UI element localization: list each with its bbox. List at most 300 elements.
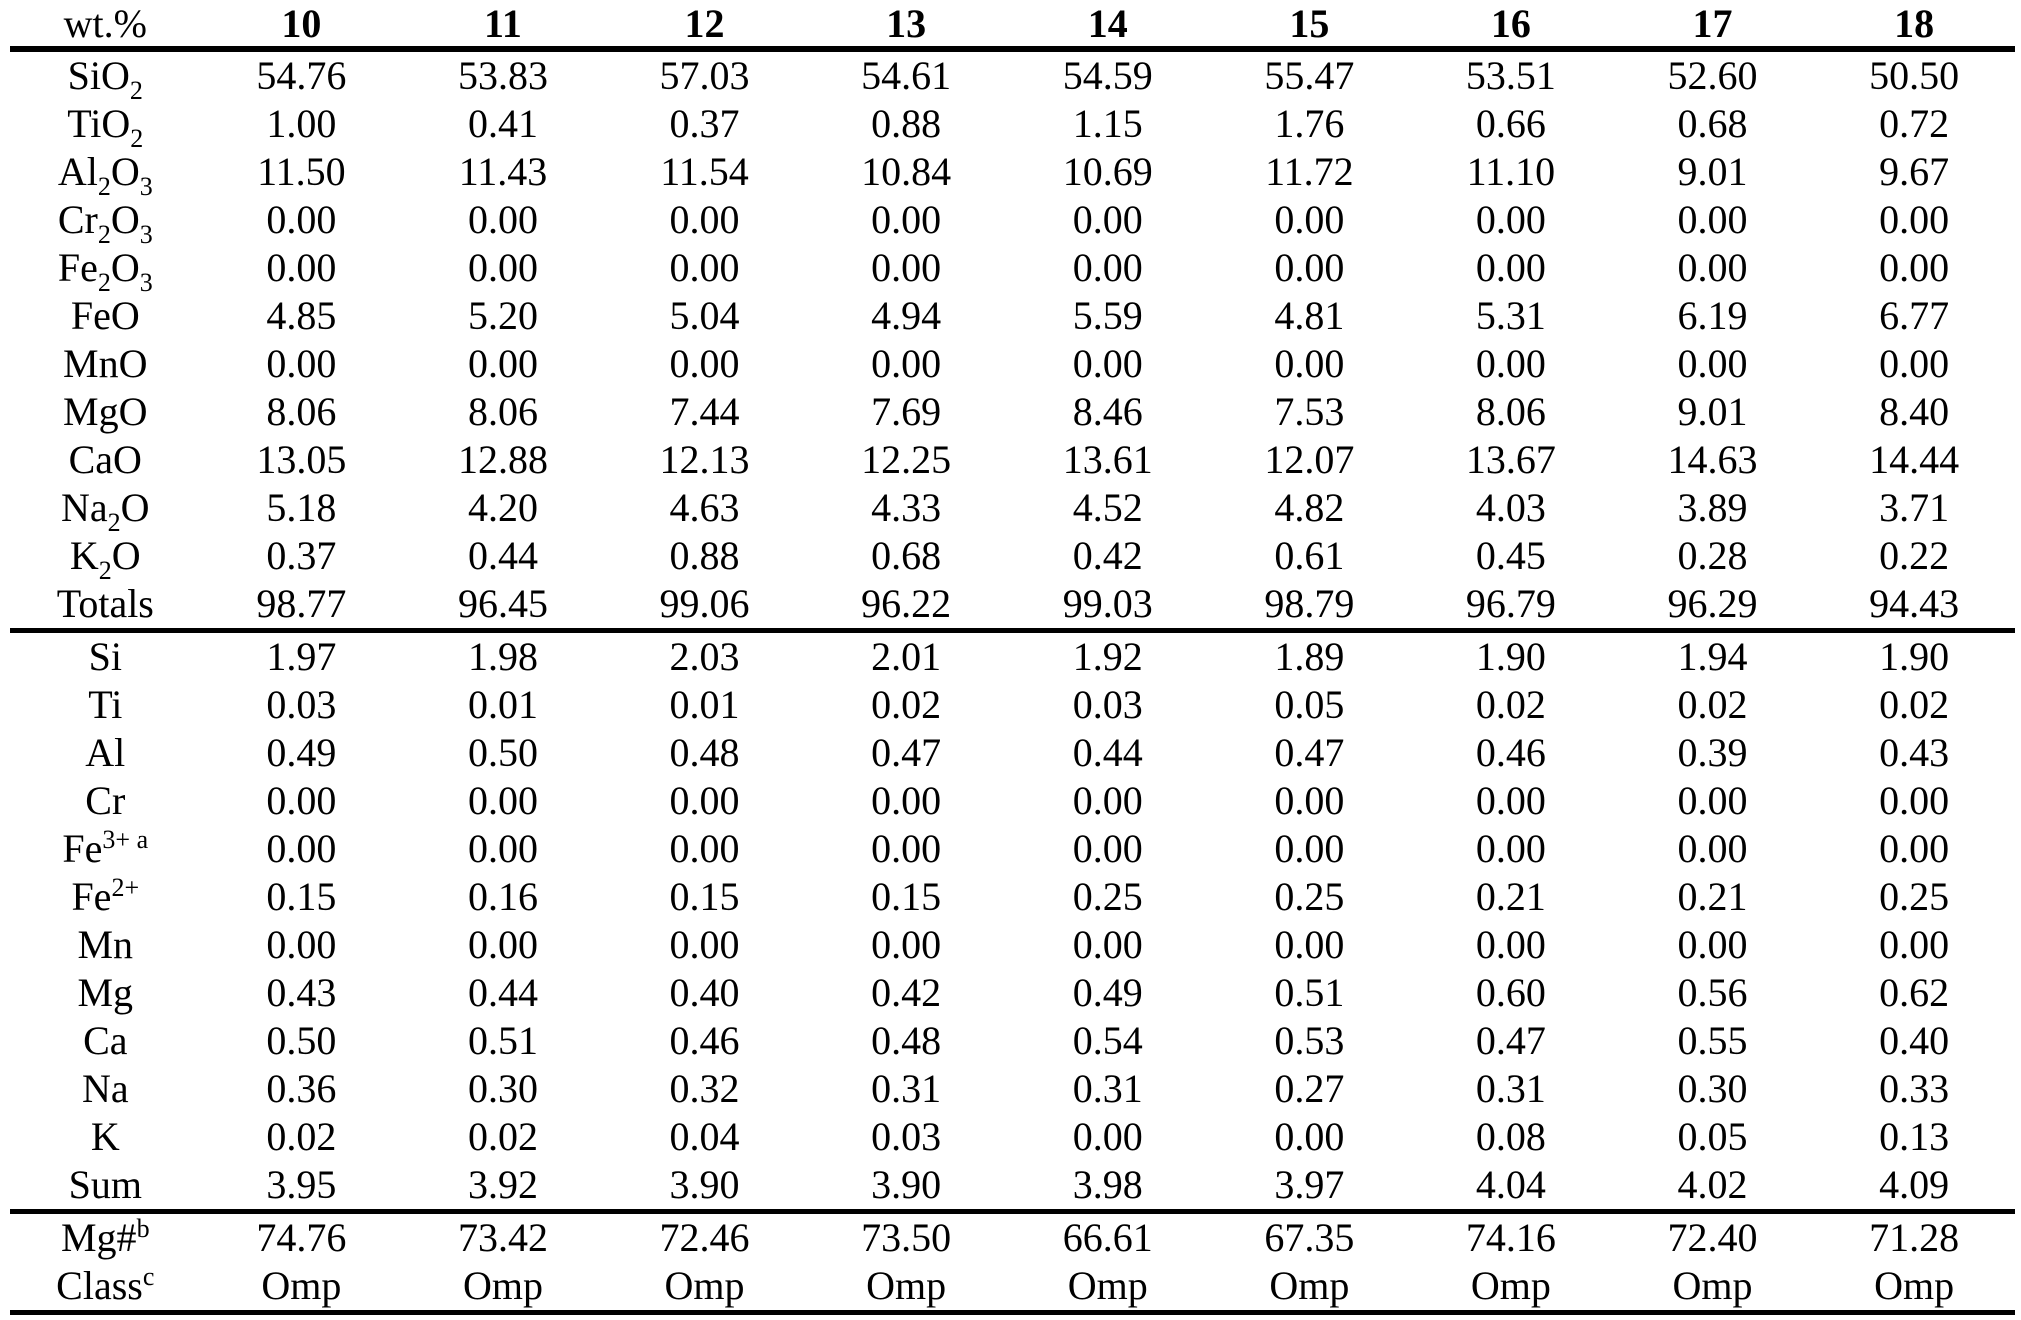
table-cell: 0.00 [669, 341, 740, 386]
row-label-text: TiO [67, 101, 131, 146]
table-cell: 4.33 [871, 485, 942, 530]
table-cell: 11.50 [257, 149, 346, 194]
table-cell: 0.00 [266, 826, 337, 871]
table-cell: 4.52 [1072, 485, 1143, 530]
table-cell: 0.02 [1475, 682, 1546, 727]
table-row [10, 532, 2015, 580]
table-cell: 0.61 [1274, 533, 1345, 578]
table-cell: 0.05 [1677, 1114, 1748, 1159]
table-cell: 11.54 [660, 149, 749, 194]
table-row [10, 484, 2015, 532]
table-cell: 1.92 [1007, 631, 1209, 682]
table-cell: 0.00 [669, 197, 740, 242]
table-cell: 0.00 [669, 826, 740, 871]
table-cell: 0.21 [1475, 874, 1546, 919]
row-label [10, 196, 201, 249]
table-cell: 7.44 [669, 389, 740, 434]
row-label [10, 340, 201, 388]
table-cell: 0.00 [1677, 197, 1748, 242]
table-cell: 0.00 [1274, 826, 1345, 871]
table-row [10, 777, 2015, 825]
row-label-superscript: 3+ a [102, 825, 149, 854]
table-cell: 96.29 [1667, 581, 1758, 626]
table-cell: Omp [1612, 1262, 1814, 1313]
row-label [10, 100, 201, 153]
table-cell: 0.00 [467, 341, 538, 386]
table-cell: Omp [1209, 1262, 1411, 1313]
table-cell: 6.19 [1677, 293, 1748, 338]
table-cell: 0.46 [1475, 730, 1546, 775]
column-header: 16 [1490, 1, 1531, 46]
table-cell: 8.46 [1072, 389, 1143, 434]
row-label-subscript: 2 [98, 556, 112, 585]
table-row [10, 292, 2015, 340]
table-cell: 0.16 [467, 874, 538, 919]
table-cell: 0.60 [1475, 970, 1546, 1015]
row-label-text-suffix: O [110, 197, 140, 242]
table-cell: 3.98 [1072, 1162, 1143, 1207]
table-cell: 0.42 [871, 970, 942, 1015]
row-label [10, 436, 201, 484]
table-cell: 0.88 [669, 533, 740, 578]
table-cell: 0.62 [1879, 970, 1950, 1015]
table-cell: 0.00 [871, 245, 942, 290]
row-label-text: MnO [63, 341, 148, 386]
table-cell: 0.49 [266, 730, 337, 775]
table-row [10, 580, 2015, 631]
table-cell: 0.03 [266, 682, 337, 727]
table-cell: 0.36 [266, 1066, 337, 1111]
table-cell: Omp [805, 1262, 1007, 1313]
row-label-text: FeO [70, 293, 140, 338]
table-cell: 1.90 [1410, 631, 1612, 682]
table-cell: 5.59 [1072, 293, 1143, 338]
row-label-subscript: 2 [97, 220, 111, 249]
table-cell: 0.00 [1677, 778, 1748, 823]
row-label [10, 631, 201, 682]
table-cell: 9.67 [1879, 149, 1950, 194]
oxide-section [10, 49, 2015, 631]
table-cell: 74.76 [201, 1212, 403, 1263]
table-cell: 0.00 [1677, 826, 1748, 871]
row-label-text: Fe [71, 874, 112, 919]
table-cell: 54.61 [805, 49, 1007, 100]
row-label [10, 580, 201, 631]
row-label-text: Si [88, 634, 122, 679]
table-cell: Omp [201, 1262, 403, 1313]
table-cell: 1.76 [1274, 101, 1345, 146]
table-cell: 0.08 [1475, 1114, 1546, 1159]
table-row [10, 244, 2015, 292]
table-cell: 0.27 [1274, 1066, 1345, 1111]
table-cell: 0.00 [1072, 826, 1143, 871]
table-cell: 3.92 [467, 1162, 538, 1207]
row-label [10, 1065, 201, 1113]
table-cell: 0.00 [1677, 341, 1748, 386]
row-label-subscript: 2 [97, 172, 111, 201]
table-cell: 0.72 [1879, 101, 1950, 146]
row-label-text: Al [85, 730, 126, 775]
table-cell: 14.44 [1869, 437, 1960, 482]
table-cell: Omp [402, 1262, 604, 1313]
table-cell: 0.03 [871, 1114, 942, 1159]
table-cell: 74.16 [1410, 1212, 1612, 1263]
table-cell: 0.00 [1475, 245, 1546, 290]
table-cell: 99.06 [659, 581, 750, 626]
table-cell: 4.85 [266, 293, 337, 338]
row-label [10, 729, 201, 777]
table-cell: 8.06 [467, 389, 538, 434]
table-row [10, 825, 2015, 873]
row-label [10, 484, 201, 537]
table-cell: 2.03 [604, 631, 806, 682]
table-cell: 1.98 [402, 631, 604, 682]
table-cell: 98.79 [1264, 581, 1355, 626]
column-header: 15 [1289, 1, 1330, 46]
row-label-text: Al [57, 149, 98, 194]
table-cell: 0.39 [1677, 730, 1748, 775]
table-cell: 4.94 [871, 293, 942, 338]
row-label-subscript: 2 [97, 268, 111, 297]
table-cell: 8.06 [266, 389, 337, 434]
table-cell: 0.25 [1274, 874, 1345, 919]
table-cell: 67.35 [1209, 1212, 1411, 1263]
table-cell: 96.22 [861, 581, 952, 626]
table-cell: 0.28 [1677, 533, 1748, 578]
row-label [10, 49, 201, 105]
table-row [10, 1212, 2015, 1263]
table-cell: 0.00 [1072, 245, 1143, 290]
table-cell: 50.50 [1813, 49, 2015, 100]
row-label-superscript: 2+ [111, 873, 140, 902]
row-label-text-suffix: O [120, 485, 150, 530]
table-cell: 0.48 [669, 730, 740, 775]
table-cell: 11.43 [458, 149, 548, 194]
header-row [10, 2, 2015, 49]
table-cell: 0.25 [1072, 874, 1143, 919]
table-cell: 99.03 [1062, 581, 1153, 626]
table-cell: 0.43 [1879, 730, 1950, 775]
table-cell: 10.84 [861, 149, 952, 194]
table-cell: 0.05 [1274, 682, 1345, 727]
table-cell: 0.40 [669, 970, 740, 1015]
table-cell: 0.00 [1879, 245, 1950, 290]
table-cell: Omp [1007, 1262, 1209, 1313]
table-cell: 0.42 [1072, 533, 1143, 578]
table-cell: 0.00 [669, 922, 740, 967]
row-label-subscript: 2 [107, 508, 121, 537]
table-cell: 0.02 [871, 682, 942, 727]
table-cell: 3.95 [266, 1162, 337, 1207]
table-cell: 0.44 [467, 533, 538, 578]
table-cell: 12.07 [1264, 437, 1355, 482]
table-cell: 0.00 [266, 197, 337, 242]
table-cell: 98.77 [256, 581, 347, 626]
table-cell: 4.81 [1274, 293, 1345, 338]
table-cell: 0.37 [266, 533, 337, 578]
row-label-text: Class [56, 1263, 143, 1308]
row-label [10, 969, 201, 1017]
table-cell: 73.50 [805, 1212, 1007, 1263]
table-cell: 0.30 [1677, 1066, 1748, 1111]
table-cell: 0.47 [871, 730, 942, 775]
table-cell: 1.90 [1813, 631, 2015, 682]
table-cell: 1.15 [1072, 101, 1143, 146]
composition-table-container [10, 2, 2015, 1315]
table-cell: 0.50 [467, 730, 538, 775]
row-label-text: Mg [77, 970, 134, 1015]
row-label-superscript: c [142, 1262, 155, 1291]
row-label [10, 825, 201, 873]
table-cell: 0.48 [871, 1018, 942, 1063]
row-label-text: K [69, 533, 99, 578]
table-row [10, 100, 2015, 148]
column-header: 13 [886, 1, 927, 46]
row-label [10, 388, 201, 436]
row-label-text: Mg# [60, 1215, 137, 1260]
table-cell: 0.00 [871, 826, 942, 871]
row-label [10, 1161, 201, 1212]
table-cell: 0.01 [669, 682, 740, 727]
table-cell: 4.02 [1677, 1162, 1748, 1207]
column-header: 14 [1087, 1, 1128, 46]
row-label-text: Na [61, 485, 108, 530]
row-label-text: Totals [56, 581, 154, 626]
table-cell: 0.00 [266, 341, 337, 386]
table-cell: 0.00 [467, 826, 538, 871]
table-cell: 96.45 [457, 581, 548, 626]
table-cell: 96.79 [1465, 581, 1556, 626]
table-cell: 0.00 [467, 922, 538, 967]
row-label [10, 1017, 201, 1065]
table-cell: 8.06 [1475, 389, 1546, 434]
table-cell: 13.61 [1062, 437, 1153, 482]
table-cell: 5.31 [1475, 293, 1546, 338]
table-cell: Omp [1410, 1262, 1612, 1313]
table-row [10, 388, 2015, 436]
table-row [10, 1262, 2015, 1313]
row-label-text: Sum [68, 1162, 142, 1207]
table-cell: 0.00 [1274, 1114, 1345, 1159]
table-cell: 0.02 [467, 1114, 538, 1159]
row-label-text: CaO [68, 437, 142, 482]
table-cell: 0.00 [871, 197, 942, 242]
row-label [10, 921, 201, 969]
table-cell: 0.00 [467, 245, 538, 290]
table-cell: 5.18 [266, 485, 337, 530]
table-cell: 52.60 [1612, 49, 1814, 100]
row-label-text: SiO [67, 53, 130, 98]
table-cell: 0.55 [1677, 1018, 1748, 1063]
table-cell: 0.50 [266, 1018, 337, 1063]
table-row [10, 49, 2015, 100]
row-label-text: K [90, 1114, 120, 1159]
row-label-text: Ca [83, 1018, 128, 1063]
table-cell: 0.32 [669, 1066, 740, 1111]
table-row [10, 873, 2015, 921]
table-cell: 0.00 [467, 778, 538, 823]
table-cell: 0.33 [1879, 1066, 1950, 1111]
row-label-text-suffix: O [110, 149, 140, 194]
table-cell: 1.89 [1209, 631, 1411, 682]
row-label [10, 1262, 201, 1313]
table-cell: 0.53 [1274, 1018, 1345, 1063]
table-cell: 0.00 [1274, 341, 1345, 386]
table-cell: 71.28 [1813, 1212, 2015, 1263]
table-cell: 54.76 [201, 49, 403, 100]
table-cell: 0.47 [1475, 1018, 1546, 1063]
table-cell: 0.31 [1475, 1066, 1546, 1111]
row-label-text: Mn [77, 922, 134, 967]
table-cell: 0.00 [1677, 922, 1748, 967]
table-cell: 0.00 [1072, 341, 1143, 386]
table-row [10, 1017, 2015, 1065]
table-row [10, 1161, 2015, 1212]
table-cell: 3.97 [1274, 1162, 1345, 1207]
table-cell: 1.00 [266, 101, 337, 146]
table-cell: 0.45 [1475, 533, 1546, 578]
table-cell: 12.25 [861, 437, 952, 482]
row-label [10, 873, 201, 921]
row-label-text-suffix: O [111, 533, 141, 578]
table-cell: 9.01 [1677, 149, 1748, 194]
table-cell: 0.00 [1677, 245, 1748, 290]
table-cell: 0.41 [467, 101, 538, 146]
table-cell: 57.03 [604, 49, 806, 100]
table-cell: 0.40 [1879, 1018, 1950, 1063]
row-label-subscript: 2 [130, 124, 144, 153]
row-label-text: Ti [88, 682, 123, 727]
table-row [10, 340, 2015, 388]
row-label-text: Cr [85, 778, 126, 823]
table-cell: 0.02 [1879, 682, 1950, 727]
table-cell: 12.13 [659, 437, 750, 482]
table-cell: 0.66 [1475, 101, 1546, 146]
table-cell: 0.02 [1677, 682, 1748, 727]
table-cell: 0.00 [1475, 922, 1546, 967]
table-cell: 14.63 [1667, 437, 1758, 482]
table-cell: 0.15 [669, 874, 740, 919]
table-cell: 0.00 [1879, 922, 1950, 967]
table-cell: 53.83 [402, 49, 604, 100]
row-label-text: MgO [63, 389, 148, 434]
row-label-text-suffix: O [110, 245, 140, 290]
table-cell: 0.00 [871, 922, 942, 967]
table-cell: 8.40 [1879, 389, 1950, 434]
table-row [10, 436, 2015, 484]
table-cell: 94.43 [1869, 581, 1960, 626]
table-cell: 0.00 [467, 197, 538, 242]
table-cell: 0.13 [1879, 1114, 1950, 1159]
table-cell: 0.00 [1072, 778, 1143, 823]
table-row [10, 969, 2015, 1017]
table-cell: Omp [1813, 1262, 2015, 1313]
table-cell: 4.09 [1879, 1162, 1950, 1207]
table-cell: 5.04 [669, 293, 740, 338]
table-cell: 0.00 [1879, 341, 1950, 386]
row-label-text: Fe [57, 245, 98, 290]
column-header: 12 [684, 1, 725, 46]
table-cell: 0.31 [871, 1066, 942, 1111]
table-cell: 0.51 [1274, 970, 1345, 1015]
table-cell: 0.00 [1274, 197, 1345, 242]
table-cell: 3.90 [669, 1162, 740, 1207]
table-cell: 0.00 [1072, 197, 1143, 242]
table-cell: 0.00 [1274, 922, 1345, 967]
table-cell: 0.00 [1274, 778, 1345, 823]
table-row [10, 729, 2015, 777]
row-label-superscript: b [136, 1214, 150, 1243]
table-cell: 0.44 [467, 970, 538, 1015]
column-header: 10 [281, 1, 322, 46]
table-row [10, 196, 2015, 244]
table-cell: 0.00 [871, 778, 942, 823]
table-cell: 73.42 [402, 1212, 604, 1263]
table-cell: 0.00 [669, 778, 740, 823]
table-cell: 0.88 [871, 101, 942, 146]
summary-section [10, 1212, 2015, 1313]
table-cell: 55.47 [1209, 49, 1411, 100]
table-cell: 0.15 [871, 874, 942, 919]
table-cell: 0.68 [1677, 101, 1748, 146]
table-cell: 4.20 [467, 485, 538, 530]
cation-section [10, 631, 2015, 1212]
row-label-subscript: 3 [139, 220, 153, 249]
table-cell: 0.31 [1072, 1066, 1143, 1111]
table-cell: 0.22 [1879, 533, 1950, 578]
table-cell: 0.25 [1879, 874, 1950, 919]
table-cell: 0.56 [1677, 970, 1748, 1015]
table-cell: 4.82 [1274, 485, 1345, 530]
table-cell: 3.89 [1677, 485, 1748, 530]
row-label-subscript: 3 [139, 268, 153, 297]
table-cell: 9.01 [1677, 389, 1748, 434]
table-cell: 0.46 [669, 1018, 740, 1063]
table-cell: 0.30 [467, 1066, 538, 1111]
table-cell: 0.00 [1475, 341, 1546, 386]
table-cell: 0.00 [266, 778, 337, 823]
table-row [10, 148, 2015, 196]
table-cell: 4.04 [1475, 1162, 1546, 1207]
table-cell: 12.88 [457, 437, 548, 482]
row-label [10, 681, 201, 729]
table-cell: 0.00 [266, 245, 337, 290]
table-cell: 0.00 [669, 245, 740, 290]
table-cell: 66.61 [1007, 1212, 1209, 1263]
table-row [10, 631, 2015, 682]
row-label [10, 292, 201, 340]
table-cell: 2.01 [805, 631, 1007, 682]
table-cell: 0.43 [266, 970, 337, 1015]
table-cell: 7.69 [871, 389, 942, 434]
table-cell: 0.49 [1072, 970, 1143, 1015]
table-cell: 0.00 [1879, 197, 1950, 242]
table-cell: 0.00 [1475, 197, 1546, 242]
row-label [10, 148, 201, 201]
table-cell: 0.04 [669, 1114, 740, 1159]
table-cell: 7.53 [1274, 389, 1345, 434]
table-cell: 11.72 [1265, 149, 1354, 194]
table-cell: 0.00 [1072, 922, 1143, 967]
table-row [10, 921, 2015, 969]
table-cell: 6.77 [1879, 293, 1950, 338]
corner-label: wt.% [63, 1, 147, 46]
column-header: 11 [484, 1, 522, 46]
row-label [10, 1212, 201, 1263]
row-label-text: Fe [62, 826, 103, 871]
table-cell: 0.01 [467, 682, 538, 727]
table-cell: 0.00 [1475, 778, 1546, 823]
